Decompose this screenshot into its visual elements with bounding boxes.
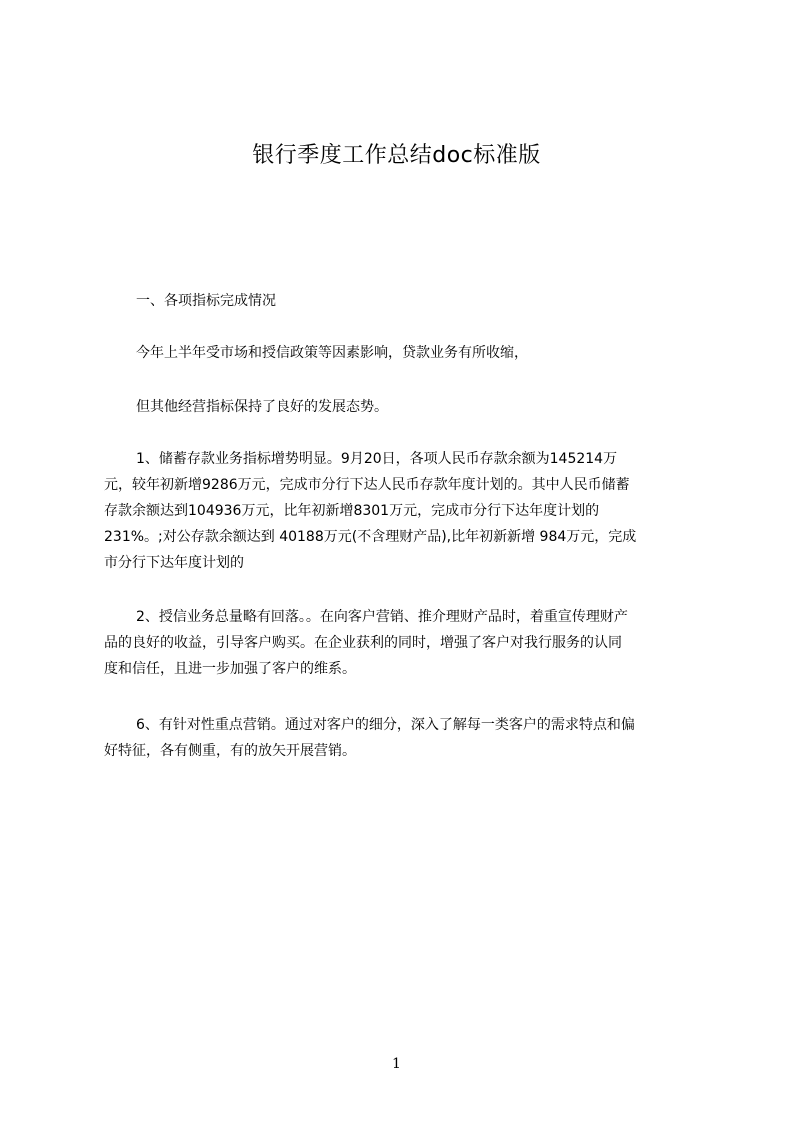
item-1-line-2: 元，较年初新增9286万元，完成市分行下达人民币存款年度计划的。其中人民币储蓄: [104, 477, 630, 493]
item-1-line-1: 1、储蓄存款业务指标增势明显。9月20日，各项人民币存款余额为145214万: [136, 451, 618, 467]
section-heading: [104, 288, 704, 314]
intro-paragraph-2: [104, 394, 704, 420]
item-1-line-4: 231%。;对公存款余额达到 40188万元(不含理财产品),比年初新新增 984万元，完成: [104, 529, 637, 545]
page-number: 1: [392, 1056, 401, 1072]
item-6-line-2: 好特征，各有侧重，有的放矢开展营销。: [104, 743, 356, 759]
intro-text-1: 今年上半年受市场和授信政策等因素影响，贷款业务有所收缩，: [136, 345, 528, 361]
item-2-line-3: 度和信任，且进一步加强了客户的维系。: [104, 661, 356, 677]
item-1-line-3: 存款余额达到104936万元，比年初新增8301万元，完成市分行下达年度计划的: [104, 503, 600, 519]
item-6-line-1: 6、有针对性重点营销。通过对客户的细分，深入了解每一类客户的需求特点和偏: [136, 717, 635, 733]
item-1-line-5: 市分行下达年度计划的: [104, 555, 244, 571]
intro-text-2: 但其他经营指标保持了良好的发展态势。: [136, 399, 388, 415]
item-2-line-1: 2、授信业务总量略有回落。。在向客户营销、推介理财产品时，着重宣传理财产: [136, 609, 628, 625]
intro-paragraph-1: [104, 340, 704, 366]
item-2-paragraph: [104, 604, 704, 682]
document-title: 银行季度工作总结doc标准版: [252, 143, 541, 168]
heading-text: 一、各项指标完成情况: [136, 293, 276, 309]
item-1-paragraph: [104, 446, 704, 576]
item-2-line-2: 品的良好的收益，引导客户购买。在企业获利的同时，增强了客户对我行服务的认同: [104, 635, 622, 651]
item-6-paragraph: [104, 712, 704, 764]
